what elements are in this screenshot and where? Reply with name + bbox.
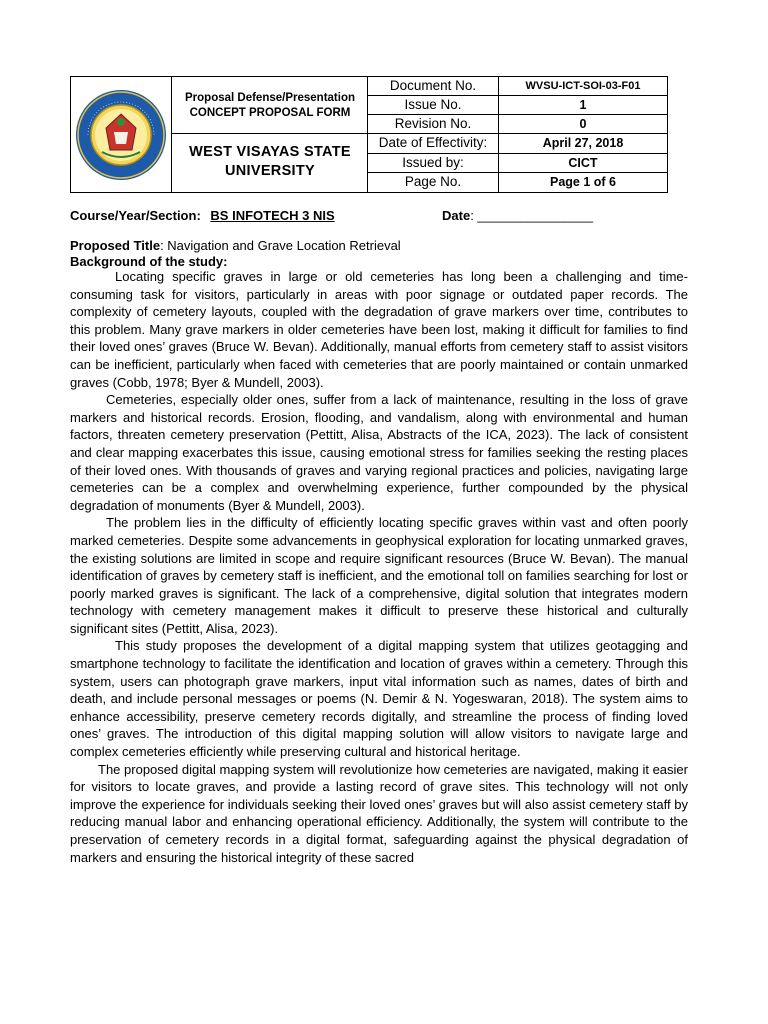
row-issue-no — [368, 96, 667, 115]
form-title-line-2: CONCEPT PROPOSAL FORM — [189, 107, 351, 119]
page-no-label: Page No. — [368, 173, 499, 192]
row-revision-no — [368, 115, 667, 134]
revision-no-label: Revision No. — [368, 115, 499, 133]
issued-by-label: Issued by: — [368, 154, 499, 172]
date-of-effectivity-label: Date of Effectivity: — [368, 134, 499, 153]
proposed-title-label: Proposed Title — [70, 238, 161, 253]
university-name: WEST VISAYAS STATE UNIVERSITY — [189, 144, 351, 179]
background-body — [70, 268, 688, 866]
paragraph-4: This study proposes the development of a digital mapping system that utilizes geotagging and smartphone technology to facilitate the identification and location of graves within a cemetery. Through this system, users can photograph grave markers, input vital information such as names, dates of birth and death, and include personal messages or poems (N. Demir & N. Yogeswaran, 2018). The system aims to enhance accessibility, preserve cemetery records digitally, and streamline the process of finding loved ones’ graves. The introduction of this digital mapping solution will allow visitors to navigate large and complex cemeteries efficiently while preserving cultural and historical heritage. — [70, 638, 688, 760]
proposed-title-line — [70, 237, 690, 254]
form-title-line-1: Proposal Defense/Presentation — [185, 92, 355, 104]
row-document-no — [368, 77, 667, 96]
date-label: Date — [442, 208, 471, 223]
form-title-cell — [172, 77, 368, 192]
university-seal-logo — [74, 88, 168, 182]
header-table — [70, 76, 668, 193]
proposed-title-value: : Navigation and Grave Location Retrieval — [160, 238, 401, 253]
row-page-no — [368, 173, 667, 192]
paragraph-3: The problem lies in the difficulty of efficiently locating specific graves within vast and often poorly marked cemeteries. Despite some advancements in geophysical exploration for locating unmarked graves, the existing solutions are limited in scope and require significant resources (Bruce W. Bevan). The manual identification of graves by cemetery staff is inefficient, and the emotional toll on families searching for lost or poorly marked graves is significant. The lack of a comprehensive, digital solution that integrates modern technology with cemetery management makes it difficult to preserve these historical and culturally significant sites (Pettitt, Alisa, 2023). — [70, 515, 688, 636]
issued-by-value: CICT — [568, 156, 598, 170]
background-heading: Background of the study: — [70, 254, 228, 269]
paragraph-2: Cemeteries, especially older ones, suffer from a lack of maintenance, resulting in the loss of grave markers and historical records. Erosion, flooding, and vandalism, along with environmental and human factors, threaten cemetery preservation (Pettitt, Alisa, Abstracts of the ICA, 2023). The lack of consistent and clear mapping exacerbates this issue, causing emotional stress for families seeking the resting places of their loved ones. With thousands of graves and varying regional practices and policies, navigating large cemeteries can be a complex and overwhelming experience, further compounded by the physical degradation of monuments (Byer & Mundell, 2003). — [70, 392, 688, 513]
paragraph-5: The proposed digital mapping system will revolutionize how cemeteries are navigated, making it easier for visitors to locate graves, and provide a lasting record of grave sites. This technology will not only improve the experience for individuals seeking their loved ones’ graves but will also assist cemetery staff by reducing manual labor and enhancing operational efficiency. Additionally, the system will contribute to the preservation of cemetery records in a digital format, safeguarding against the physical degradation of markers and ensuring the historical integrity of these sacred — [70, 761, 688, 865]
course-value: BS INFOTECH 3 NIS — [210, 208, 335, 223]
date-of-effectivity-value: April 27, 2018 — [542, 136, 624, 150]
date-blank: : ________________ — [470, 208, 594, 223]
row-date-of-effectivity — [368, 134, 667, 154]
revision-no-value: 0 — [579, 117, 587, 131]
row-issued-by — [368, 154, 667, 173]
course-line — [70, 207, 690, 225]
document-control-info — [368, 77, 667, 192]
page-no-value: Page 1 of 6 — [550, 175, 616, 189]
paragraph-1: Locating specific graves in large or old cemeteries has long been a challenging and time-consuming task for visitors, particularly in areas with poor signage or outdated paper records. The complexity of cemetery layouts, coupled with the degradation of grave markers over time, contributes to this problem. Many grave markers in older cemeteries have been lost, making it difficult for families to find their loved ones’ graves (Bruce W. Bevan). Additionally, manual efforts from cemetery staff to assist visitors can be inefficient, particularly when faced with cemeteries that are poorly maintained or contain unmarked graves (Cobb, 1978; Byer & Mundell, 2003). — [70, 269, 688, 390]
document-no-label: Document No. — [368, 77, 499, 95]
form-title — [172, 77, 368, 134]
date-field — [442, 207, 593, 225]
course-label: Course/Year/Section: — [70, 208, 201, 223]
document-no-value: WVSU-ICT-SOI-03-F01 — [525, 80, 641, 92]
issue-no-label: Issue No. — [368, 96, 499, 114]
university-seal-cell — [71, 77, 172, 192]
issue-no-value: 1 — [579, 98, 587, 112]
